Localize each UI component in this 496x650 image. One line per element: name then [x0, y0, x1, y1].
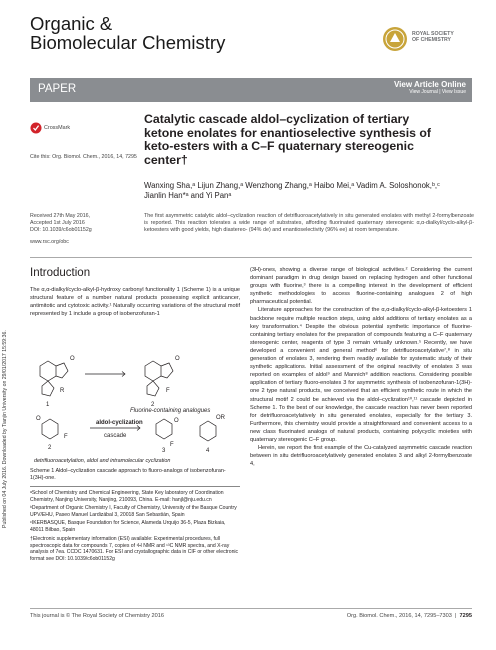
- section-heading-introduction: Introduction: [30, 267, 91, 279]
- scheme-atom-o1: O: [70, 356, 75, 362]
- logo-line1: ROYAL SOCIETY: [412, 31, 454, 37]
- view-journal-issue-link[interactable]: View Journal | View Issue: [409, 89, 466, 95]
- crossmark-label: CrossMark: [44, 125, 71, 131]
- scheme-label-cascade: cascade: [104, 433, 127, 439]
- journal-url[interactable]: www.rsc.org/obc: [30, 239, 69, 245]
- footnote-esi: †Electronic supplementary information (ESI) available: Experimental procedures, full spectroscopic data for compounds 7, copies of ¹H NMR and ¹³C NMR spectra, and X-ray analysis of 7ea. CCDC 1470631. For ESI and crystallographic data in CIF or other electronic format see DOI: 10.1039/c6ob01152g: [30, 535, 239, 563]
- intro-right-column: [250, 266, 472, 468]
- footer-copyright: This journal is © The Royal Society of Chemistry 2016: [30, 613, 164, 619]
- footnote-a: ᵃSchool of Chemistry and Chemical Engineering, State Key laboratory of Coordination Chemistry, Nanjing University, Nanjing, 210093, China. E-mail: hanjl@nju.edu.cn: [30, 490, 224, 503]
- logo-line2: OF CHEMISTRY: [412, 37, 452, 43]
- intro-right-paragraph-2: Literature approaches for the construction of the α,α-dialkyl/cyclo-alkyl-β-ketoesters 1 backbone require multiple reaction steps, using aldol additions of tertiary enolates as a key transformation.⁴ Despite the obvious potential synthetic importance of fluorine-containing tertiary enolates for the preparation of compounds featuring a C–F quaternary stereogenic center, reagents of type 3 remain virtually unknown.⁵ Recently, we have developed a convenient and general method⁶ for detrifluoroacetylative⁷,⁸ in situ generation of enolates 3, rendering them readily available for systematic study of their synthetic applications. Initial assessment of the original reactivity of enolates 3 was reported on examples of aldol⁹ and Mannich⁸ addition reactions. Considering possible application of tertiary fluoro-enolates 3 for asymmetric synthesis of isobenzofuran-1(3H)-one 2 type natural products, we conceived that an efficient synthetic route in which the structural motif 2 could be achieved via the aldol–cyclization¹⁰,¹¹ cascade depicted in Scheme 1. To the best of our knowledge, the cascade reaction has never been reported for detrifluoroacetylatively in situ generated enolates, especially for the tertiary 3. Furthermore, this chemistry would provide a straightforward and convenient access to a new class fluorinated analogs of natural products, containing polycyclic moieties with quaternary stereogenic C–F group.: [250, 307, 472, 443]
- footnote-c: ᶜIKERBASQUE, Basque Foundation for Science, Alameda Urquijo 36-5, Plaza Bizkaia, 48011 Bilbao, Spain: [30, 520, 226, 534]
- footnote-b: ᵇDepartment of Organic Chemistry I, Faculty of Chemistry, University of the Basque Country UPV/EHU, Paseo Manuel Lardizábal 3, 20018 San Sebastián, Spain: [30, 505, 237, 519]
- footer-journal-cite: Org. Biomol. Chem., 2016, 14, 7295–7303: [346, 613, 452, 619]
- article-type-label: PAPER: [38, 83, 77, 95]
- scheme-atom-f2: F: [166, 388, 170, 394]
- dates-block: [30, 213, 140, 246]
- scheme-atom-r1: R: [60, 388, 65, 394]
- download-watermark: [2, 168, 12, 528]
- scheme-compound-3: 3: [162, 448, 166, 454]
- journal-title[interactable]: [30, 14, 225, 52]
- scheme-1-caption: Scheme 1 Aldol–cyclization cascade approach to fluoro-analogs of isobenzofuran-1(3H)-one.: [30, 468, 226, 481]
- view-article-online-link[interactable]: View Article Online: [393, 80, 466, 89]
- scheme-label-fluorine-analogues: Fluorine-containing analogues: [130, 408, 211, 414]
- scheme-atom-o2: O: [175, 356, 180, 362]
- scheme-atom-or: OR: [216, 415, 225, 421]
- intro-right-paragraph-1: (3H)-ones, showing a diverse range of biological activities.² Considering the current dominant paradigm in drug design based on replacing hydrogen and other functional groups with fluorine,³ there is a compelling interest in the development of efficient synthetic methodologies to access fluorine-containing analogues 2 of high pharmaceutical potential.: [250, 267, 472, 306]
- scheme-compound-2: 2: [151, 402, 155, 408]
- doi[interactable]: DOI: 10.1039/c6ob01152g: [30, 227, 92, 233]
- citation-block: [30, 154, 140, 161]
- page-number: 7295: [459, 613, 472, 619]
- footnote-divider: [30, 486, 240, 487]
- scheme-label-bottom: detrifluoroacetylation, aldol and intramolecular cyclization: [34, 458, 171, 464]
- scheme-atom-f4: F: [170, 442, 174, 448]
- accepted-date: Accepted 1st July 2016: [30, 220, 85, 226]
- scheme-compound-4: 4: [206, 448, 210, 454]
- abstract-divider: [30, 257, 472, 258]
- abstract: The first asymmetric catalytic aldol–cyclization reaction of detrifluoroacetylatively in situ generated enolates with methyl 2-formylbenzoate is reported. This reaction tolerates a wide range of substrates, affording fluorinated quaternary stereogenic α,α-dialkyl/cyclo-alkyl-β-ketoesters with good yields, high diastereo- (94% de) and enantioselectivity (96% ee) at room temperature.: [144, 213, 474, 233]
- affiliation-footnotes: [30, 490, 240, 565]
- author-list: Wanxing Sha,ᵃ Lijun Zhang,ᵃ Wenzhong Zhang,ᵃ Haibo Mei,ᵃ Vadim A. Soloshonok,ᵇ,ᶜ Jianlin Han*ᵃ and Yi Panᵃ: [144, 181, 440, 200]
- crossmark-icon: [30, 121, 42, 135]
- cite-this: Cite this: Org. Biomol. Chem., 2016, 14, 7295: [30, 154, 137, 160]
- rsc-crest-icon: [382, 26, 408, 52]
- received-date: Received 27th May 2016,: [30, 213, 91, 219]
- scheme-atom-f3: F: [64, 434, 68, 440]
- scheme-1-figure: [30, 346, 240, 466]
- rsc-logo[interactable]: [382, 26, 472, 52]
- journal-title-line2: Biomolecular Chemistry: [30, 32, 226, 53]
- intro-right-paragraph-3: Herein, we report the first example of the Cu-catalyzed asymmetric cascade reaction between in situ detrifluoroacetylatively generated enolates 3 and alkyl 2-formylbenzoate 4,: [250, 445, 472, 468]
- footer-citation: Org. Biomol. Chem., 2016, 14, 7295–7303 | 7295: [346, 613, 472, 619]
- intro-left-column: The α,α-dialkyl/cyclo-alkyl-β-hydroxy carbonyl functionality 1 (Scheme 1) is a unique structural feature of a number natural products possessing explicit anticancer, antimitotic and cytotoxic activity.¹ Naturally occurring variations of the structural motif represented by 1 include a group of isobenzofuran-1: [30, 287, 240, 318]
- scheme-atom-o4: O: [174, 418, 179, 424]
- crossmark-badge[interactable]: [30, 121, 80, 137]
- watermark-text: Published on 04 July 2016. Downloaded by Tianjin University on 29/01/2017 15:59:36.: [2, 330, 8, 528]
- scheme-label-aldol: aldol-cyclization: [96, 420, 143, 426]
- scheme-compound-1: 1: [46, 402, 50, 408]
- footer-divider: [30, 608, 472, 609]
- article-type-banner: [30, 78, 472, 102]
- journal-title-line1: Organic &: [30, 13, 113, 34]
- article-title: Catalytic cascade aldol–cyclization of tertiary ketone enolates for enantioselective synthesis of keto-esters with a C–F quaternary stereogenic center†: [144, 112, 432, 167]
- scheme-compound-2-bottom: 2: [48, 445, 52, 451]
- scheme-atom-o3: O: [36, 416, 41, 422]
